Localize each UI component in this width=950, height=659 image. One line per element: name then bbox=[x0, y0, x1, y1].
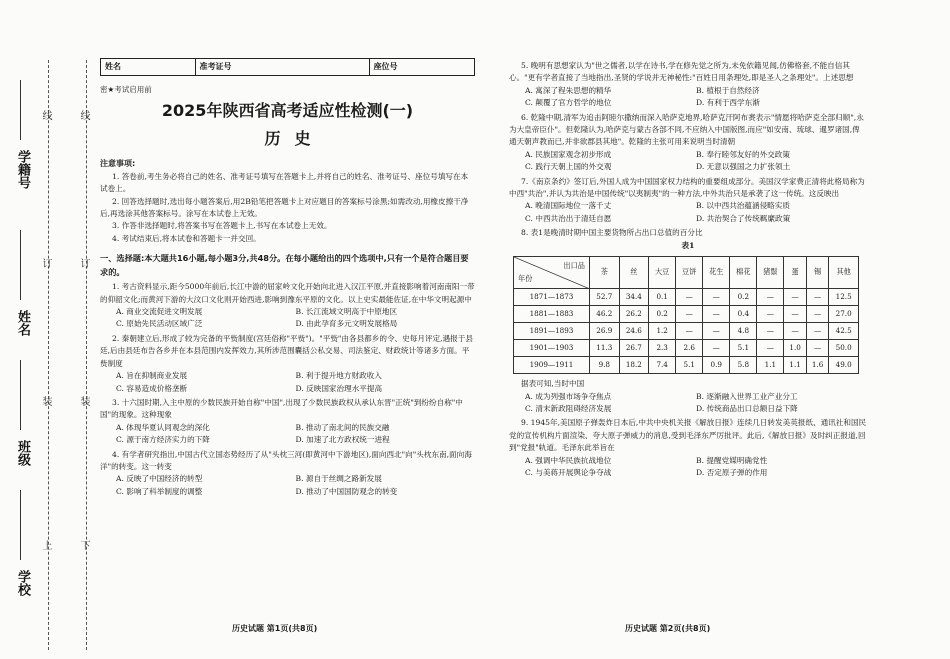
column-header: 花生 bbox=[703, 257, 730, 289]
question-stem: 8. 表1是晚清时期中国主要货物所占出口总值的百分比 bbox=[521, 228, 703, 238]
table-cell: — bbox=[784, 306, 806, 323]
question-stem: 6. 乾隆中期,清军为追击阿睦尔撒纳而深入哈萨克地界,哈萨克汗阿布赉表示"情愿将哈萨克全部归顺",永为大皇帝臣仆"。但乾隆认为,哈萨克与蒙古各部不同,不应纳入中国版图,而应"如安南、琉球、暹罗诸国,俾通天朝声教而已,并非欲郡县其地"。乾隆的主张可用来说明当时清朝 bbox=[509, 112, 864, 147]
question-options bbox=[100, 370, 475, 395]
question-6 bbox=[509, 112, 867, 174]
table-cell: 27.0 bbox=[829, 306, 859, 323]
table-cell: 0.2 bbox=[649, 306, 676, 323]
table-cell: 1.1 bbox=[757, 357, 784, 374]
option-d[interactable]: D. 传统商品出口总额日益下降 bbox=[696, 403, 798, 413]
option-b[interactable]: B. 以中西共治蕴涵侵略实质 bbox=[696, 201, 790, 211]
table-cell: 1.6 bbox=[806, 357, 828, 374]
table-cell: 4.8 bbox=[730, 323, 757, 340]
notice-item: 1. 答卷前,考生务必将自己的姓名、准考证号填写在答题卡上,并将自己的姓名、准考证号、座位号填写在本试卷上。 bbox=[100, 171, 469, 194]
table-row bbox=[514, 306, 859, 323]
column-header: 丝 bbox=[619, 257, 649, 289]
bind-label-outer: 订 bbox=[40, 258, 51, 268]
footer-page-1: 历史试题 第1页(共8页) bbox=[232, 624, 318, 633]
question-stem: 9. 1945年,美国原子弹轰炸日本后,中共中央机关报《解放日报》连续几日转发美英报纸、通讯社和国民党的宣传机构片面渲染、夸大原子弹威力的消息,受到毛泽东严厉批评。此后,《解放日报》及时纠正报道,回到"党报"轨道。毛泽东此举旨在 bbox=[509, 418, 867, 453]
question-9 bbox=[509, 417, 867, 479]
option-b[interactable]: B. 植根于自然经济 bbox=[696, 85, 760, 95]
table-cell: 5.1 bbox=[730, 340, 757, 357]
question-stem: 4. 有学者研究指出,中国古代立国态势经历了从"头枕三河(即黄河中下游地区),面向西北"向"头枕东南,面向海洋"的转变。这一转变 bbox=[100, 449, 472, 471]
bind-label-inner: 订 bbox=[78, 258, 89, 268]
notice-title: 注意事项: bbox=[100, 159, 136, 169]
table-cell: 26.9 bbox=[590, 323, 620, 340]
year-cell: 1909—1911 bbox=[514, 357, 590, 374]
footer-page-2: 历史试题 第2页(共8页) bbox=[625, 624, 711, 633]
table-cell: 9.8 bbox=[590, 357, 620, 374]
school-label: 学校 bbox=[15, 570, 30, 596]
table-cell: 0.4 bbox=[730, 306, 757, 323]
question-stem: 据表可知,当时中国 bbox=[521, 379, 585, 389]
option-d[interactable]: D. 反映国家治理水平提高 bbox=[295, 383, 383, 393]
table-cell: 7.4 bbox=[649, 357, 676, 374]
blank-rule bbox=[20, 360, 21, 430]
table-cell: 1.2 bbox=[649, 323, 676, 340]
ticket-number-cell[interactable]: 准考证号 bbox=[196, 59, 370, 75]
table-cell: — bbox=[676, 323, 703, 340]
table-cell: — bbox=[806, 340, 828, 357]
table-cell: 42.5 bbox=[829, 323, 859, 340]
table-cell: 26.7 bbox=[619, 340, 649, 357]
option-d[interactable]: D. 无意以强国之力扩张领土 bbox=[696, 162, 791, 172]
table-cell: 24.6 bbox=[619, 323, 649, 340]
table-cell: — bbox=[703, 289, 730, 306]
question-stem: 3. 十六国时期,入主中原的少数民族开始自称"中国",出现了少数民族政权从承认东晋"正统"到纷纷自称"中国"的现象。这种现象 bbox=[100, 397, 463, 420]
exam-title: 2025年陕西省高考适应性检测(一) bbox=[161, 101, 414, 121]
table-cell: 50.0 bbox=[829, 340, 859, 357]
question-5 bbox=[509, 60, 867, 110]
section-one-heading: 一、选择题:本大题共16小题,每小题3分,共48分。在每小题给出的四个选项中,只有一个是符合题目要求的。 bbox=[100, 253, 469, 278]
table-cell: — bbox=[757, 289, 784, 306]
name-label: 姓名 bbox=[15, 310, 30, 336]
table-cell: — bbox=[784, 323, 806, 340]
option-c[interactable]: C. 中西共治出于清廷自愿 bbox=[525, 213, 612, 223]
table-cell: 2.6 bbox=[676, 340, 703, 357]
option-a[interactable]: A. 体现华夏认同观念的深化 bbox=[116, 422, 210, 432]
table-cell: 5.8 bbox=[730, 357, 757, 374]
table-cell: 5.1 bbox=[676, 357, 703, 374]
table-cell: — bbox=[703, 340, 730, 357]
option-d[interactable]: D. 否定原子弹的作用 bbox=[696, 467, 768, 477]
table-cell: 12.5 bbox=[829, 289, 859, 306]
right-column bbox=[509, 58, 867, 479]
class-label: 班级 bbox=[15, 440, 30, 466]
table-cell: — bbox=[703, 323, 730, 340]
export-table bbox=[513, 256, 859, 374]
column-header: 豆饼 bbox=[676, 257, 703, 289]
name-cell[interactable]: 姓名 bbox=[101, 59, 196, 75]
table-header-row bbox=[514, 257, 859, 289]
option-b[interactable]: B. 提醒党媒明确党性 bbox=[696, 455, 768, 465]
column-header: 棉花 bbox=[730, 257, 757, 289]
option-b[interactable]: B. 利于提升地方财政收入 bbox=[295, 371, 382, 381]
blank-rule bbox=[20, 80, 21, 140]
subject-title: 历史 bbox=[264, 129, 325, 149]
option-a[interactable]: A. 商业交流促进文明发展 bbox=[116, 307, 203, 317]
blank-rule bbox=[20, 230, 21, 300]
year-cell: 1881—1883 bbox=[514, 306, 590, 323]
question-options bbox=[509, 391, 867, 416]
student-no-label: 学籍号 bbox=[15, 150, 30, 189]
option-b[interactable]: B. 逐渐融入世界工业产业分工 bbox=[696, 391, 798, 401]
table-cell: 49.0 bbox=[829, 357, 859, 374]
question-1 bbox=[100, 281, 475, 331]
staple-label-inner: 装 bbox=[78, 396, 89, 406]
table-row bbox=[514, 340, 859, 357]
corner-bottom-label: 年份 bbox=[518, 273, 533, 283]
question-options bbox=[100, 422, 475, 447]
option-a[interactable]: A. 反映了中国经济的转型 bbox=[116, 474, 203, 484]
cut-line-outer bbox=[48, 60, 49, 650]
cut-line-inner bbox=[86, 60, 87, 650]
table-cell: — bbox=[784, 289, 806, 306]
option-c[interactable]: C. 践行天朝上国的外交观 bbox=[525, 162, 612, 172]
question-options bbox=[100, 473, 475, 498]
column-header: 猪鬃 bbox=[757, 257, 784, 289]
secret-mark: 密★考试启用前 bbox=[100, 85, 152, 94]
table-row bbox=[514, 357, 859, 374]
table-cell: — bbox=[676, 306, 703, 323]
option-d[interactable]: D. 有利于西学东渐 bbox=[696, 98, 760, 108]
table-cell: 0.9 bbox=[703, 357, 730, 374]
table-cell: — bbox=[757, 340, 784, 357]
question-options bbox=[509, 85, 867, 110]
option-c[interactable]: C. 清末新政阻碍经济发展 bbox=[525, 403, 612, 413]
table-cell: — bbox=[676, 289, 703, 306]
question-stem: 1. 考古资料显示,距今5000年前后,长江中游的屈家岭文化开始向北进入汉江平原,并直接影响着河南南阳一带的仰韶文化;而黄河下游的大汶口文化则开始西进,影响到豫东平原的文化。以上史实最能佐证,在中华文明起源中 bbox=[100, 282, 475, 304]
column-header: 大豆 bbox=[649, 257, 676, 289]
option-a[interactable]: A. 晚清国际地位一落千丈 bbox=[525, 201, 612, 211]
line-label-inner: 线 bbox=[78, 110, 89, 120]
table-cell: 1.0 bbox=[784, 340, 806, 357]
seat-number-cell[interactable]: 座位号 bbox=[373, 62, 398, 71]
question-4 bbox=[100, 449, 475, 499]
option-d[interactable]: D. 由此孕育多元文明发展格局 bbox=[295, 319, 398, 329]
candidate-info-box bbox=[100, 58, 475, 76]
table-cell: — bbox=[703, 306, 730, 323]
option-d[interactable]: D. 推动了中国国防观念的转变 bbox=[295, 486, 398, 496]
table-cell: — bbox=[806, 323, 828, 340]
option-a[interactable]: A. 旨在抑制商业发展 bbox=[116, 371, 188, 381]
option-a[interactable]: A. 民族国家观念初步形成 bbox=[525, 149, 612, 159]
notice-item: 2. 回答选择题时,选出每小题答案后,用2B铅笔把答题卡上对应题目的答案标号涂黑;如需改动,用橡皮擦干净后,再选涂其他答案标号。涂写在本试卷上无效。 bbox=[100, 196, 469, 219]
option-c[interactable]: C. 原始先民活动区域广泛 bbox=[116, 319, 203, 329]
question-8 bbox=[509, 227, 867, 374]
table-cell: 34.4 bbox=[619, 289, 649, 306]
option-a[interactable]: A. 强调中华民族抗战地位 bbox=[525, 455, 612, 465]
question-stem: 2. 秦朝建立后,形成了较为完备的平赀制度(宫廷俗称"平赀")。"平赀"由各县都乡的令、史每月评定,遇报于县廷,后由县廷布告各乡并在本县范围内发挥效力,其所涉范围囊括公私交易、司法鉴定、财政统计等诸多方面。平赀制度 bbox=[100, 333, 473, 368]
option-b[interactable]: B. 长江流域文明高于中原地区 bbox=[295, 307, 398, 317]
up-label: 上 bbox=[40, 540, 51, 550]
table-cell: 18.2 bbox=[619, 357, 649, 374]
question-options bbox=[509, 149, 867, 174]
option-b[interactable]: B. 推动了南北间的民族交融 bbox=[295, 422, 390, 432]
table-caption: 表1 bbox=[681, 240, 695, 250]
table-cell: 26.2 bbox=[619, 306, 649, 323]
option-b[interactable]: B. 源自于丝绸之路新发展 bbox=[295, 474, 382, 484]
question-stem: 7.《南京条约》签订后,外国人成为中国国家权力结构的重要组成部分。美国汉学家费正清将此格局称为中西"共治",并认为共治是中国传统"以夷制夷"的一种方法,中外共治只是承袭了这一传统。这反映出 bbox=[509, 176, 865, 199]
table-cell: 2.3 bbox=[649, 340, 676, 357]
table-row bbox=[514, 289, 859, 306]
table-cell: 1.1 bbox=[784, 357, 806, 374]
option-d[interactable]: D. 加速了北方政权统一进程 bbox=[295, 435, 390, 445]
corner-top-label: 出口品 bbox=[563, 261, 585, 271]
question-2 bbox=[100, 333, 475, 395]
left-column bbox=[100, 84, 475, 498]
column-header: 锡 bbox=[806, 257, 828, 289]
blank-rule bbox=[20, 490, 21, 560]
staple-label-outer: 装 bbox=[40, 396, 51, 406]
year-cell: 1871—1873 bbox=[514, 289, 590, 306]
option-c[interactable]: C. 源于南方经济实力的下降 bbox=[116, 435, 210, 445]
table-cell: — bbox=[757, 306, 784, 323]
question-options bbox=[509, 200, 867, 225]
table-cell: 0.1 bbox=[649, 289, 676, 306]
question-3 bbox=[100, 397, 475, 447]
column-header: 其他 bbox=[829, 257, 859, 289]
column-header: 蛋 bbox=[784, 257, 806, 289]
binding-strip bbox=[0, 0, 92, 659]
option-c[interactable]: C. 与美蒋开展舆论争夺战 bbox=[525, 467, 612, 477]
option-c[interactable]: C. 影响了科举制度的调整 bbox=[116, 486, 203, 496]
question-stem: 5. 晚明有思想家认为"世之儒者,以学在诗书,学在修先觉之所为,未免依籍见闻,仿佛格套,不能自信其心。"更有学者直接了当地指出,圣贤的学说并无神秘性:"百姓日用条理处,即是圣人之条理处"。上述思想 bbox=[509, 61, 854, 83]
table-row bbox=[514, 323, 859, 340]
question-8-prompt bbox=[509, 378, 867, 415]
table-cell: — bbox=[757, 323, 784, 340]
option-a[interactable]: A. 成为列强市场争夺焦点 bbox=[525, 391, 612, 401]
table-cell: 52.7 bbox=[590, 289, 620, 306]
table-corner-cell bbox=[514, 257, 590, 289]
year-cell: 1891—1893 bbox=[514, 323, 590, 340]
table-cell: 11.3 bbox=[590, 340, 620, 357]
line-label-outer: 线 bbox=[40, 110, 51, 120]
option-c[interactable]: C. 容易造成价格垄断 bbox=[116, 383, 188, 393]
table-cell: — bbox=[806, 306, 828, 323]
table-cell: 0.2 bbox=[730, 289, 757, 306]
question-7 bbox=[509, 176, 867, 226]
question-options bbox=[100, 306, 475, 331]
year-cell: 1901—1903 bbox=[514, 340, 590, 357]
question-options bbox=[509, 455, 867, 480]
table-cell: 46.2 bbox=[590, 306, 620, 323]
option-a[interactable]: A. 寓深了程朱思想的精华 bbox=[525, 85, 612, 95]
table-cell: — bbox=[806, 289, 828, 306]
option-c[interactable]: C. 颠覆了官方哲学的地位 bbox=[525, 98, 612, 108]
column-header: 茶 bbox=[590, 257, 620, 289]
option-d[interactable]: D. 共治契合了传统羁縻政策 bbox=[696, 213, 791, 223]
option-b[interactable]: B. 奉行睦邻友好的外交政策 bbox=[696, 149, 790, 159]
notice-item: 4. 考试结束后,将本试卷和答题卡一并交回。 bbox=[112, 233, 261, 243]
notice-item: 3. 作答非选择题时,将答案书写在答题卡上,书写在本试卷上无效。 bbox=[112, 221, 332, 231]
down-label: 下 bbox=[78, 540, 89, 550]
